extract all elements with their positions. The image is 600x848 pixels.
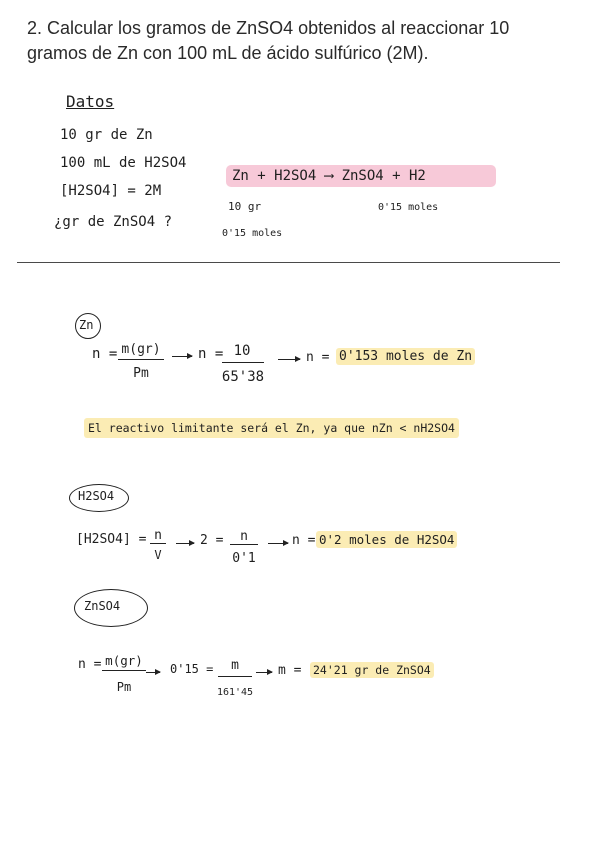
zn-formula-num-text: m(gr) [121,342,161,357]
limiting-reagent-note: El reactivo limitante será el Zn, ya que nZn < nH2SO4 [84,418,459,438]
zn-formula-line [118,359,164,360]
h2so4-n-eq: n = [292,533,316,548]
datos-item-3: [H2SO4] = 2M [60,183,162,199]
zn-value-den-text: 65'38 [221,369,265,385]
zn-arrow-1 [172,356,192,357]
h2so4-frac2-line [230,544,258,545]
znso4-frac1-line [102,670,146,671]
h2so4-frac2-den [228,549,260,567]
znso4-frac2-num-text: m [231,658,239,673]
h2so4-frac1-num-text: n [154,528,162,543]
zn-n-eq-3: n = [306,350,330,365]
datos-item-1: 10 gr de Zn [60,127,153,143]
h2so4-frac1-den [148,546,168,564]
znso4-frac1-den-text: Pm [116,680,132,694]
znso4-result: 24'21 gr de ZnSO4 [310,662,434,678]
znso4-mid: 0'15 = [170,662,214,676]
h2so4-arrow-2 [268,543,288,544]
zn-value-num [220,342,264,360]
znso4-label: ZnSO4 [84,599,121,613]
question-line-2: gramos de Zn con 100 mL de ácido sulfúrico (2M). [27,43,429,63]
znso4-frac1-num-text: m(gr) [105,653,143,668]
datos-item-2: 100 mL de H2SO4 [60,155,187,171]
h2so4-frac1-den-text: V [154,548,162,562]
znso4-arrow-1 [146,672,160,673]
zn-formula-n-eq: n = [92,346,118,362]
znso4-frac2-num [218,656,252,674]
h2so4-result: 0'2 moles de H2SO4 [316,531,457,548]
h2so4-lhs: [H2SO4] = [76,532,147,547]
h2so4-frac2-num [230,527,258,545]
zn-result: 0'153 moles de Zn [336,348,475,365]
section-divider [17,262,560,263]
reaction-znso4-moles: 0'15 moles [378,202,439,213]
zn-formula-den-text: Pm [133,366,149,381]
zn-formula-num [116,340,166,358]
zn-value-line [222,362,264,363]
datos-item-4: ¿gr de ZnSO4 ? [54,214,173,230]
zn-arrow-2 [278,359,300,360]
h2so4-arrow-1 [176,543,194,544]
znso4-frac1-den [100,678,148,696]
zn-formula-den [116,364,166,382]
datos-title: Datos [66,92,115,111]
h2so4-frac2-den-text: 0'1 [232,551,256,566]
znso4-n-eq: n = [78,657,102,672]
znso4-frac2-den-text: 161'45 [216,687,254,698]
h2so4-frac1-num [148,526,168,544]
h2so4-mid: 2 = [200,533,224,548]
znso4-m-eq: m = [278,663,302,678]
question-line-1: 2. Calcular los gramos de ZnSO4 obtenidos al reaccionar 10 [27,18,510,38]
znso4-arrow-2 [256,672,272,673]
reaction-equation: Zn + H2SO4 ⟶ ZnSO4 + H2 [226,165,496,187]
znso4-frac1-num [100,652,148,670]
reaction-zn-mass: 10 gr [228,200,262,213]
reaction-zn-moles: 0'15 moles [222,228,283,239]
h2so4-frac1-line [150,543,166,544]
zn-label: Zn [79,318,94,332]
zn-n-eq-2: n = [198,346,224,362]
znso4-frac2-line [218,676,252,677]
h2so4-frac2-num-text: n [240,529,248,544]
h2so4-label: H2SO4 [78,489,115,503]
znso4-frac2-den [212,682,258,700]
zn-value-den [218,368,268,386]
zn-value-num-text: 10 [233,343,251,359]
